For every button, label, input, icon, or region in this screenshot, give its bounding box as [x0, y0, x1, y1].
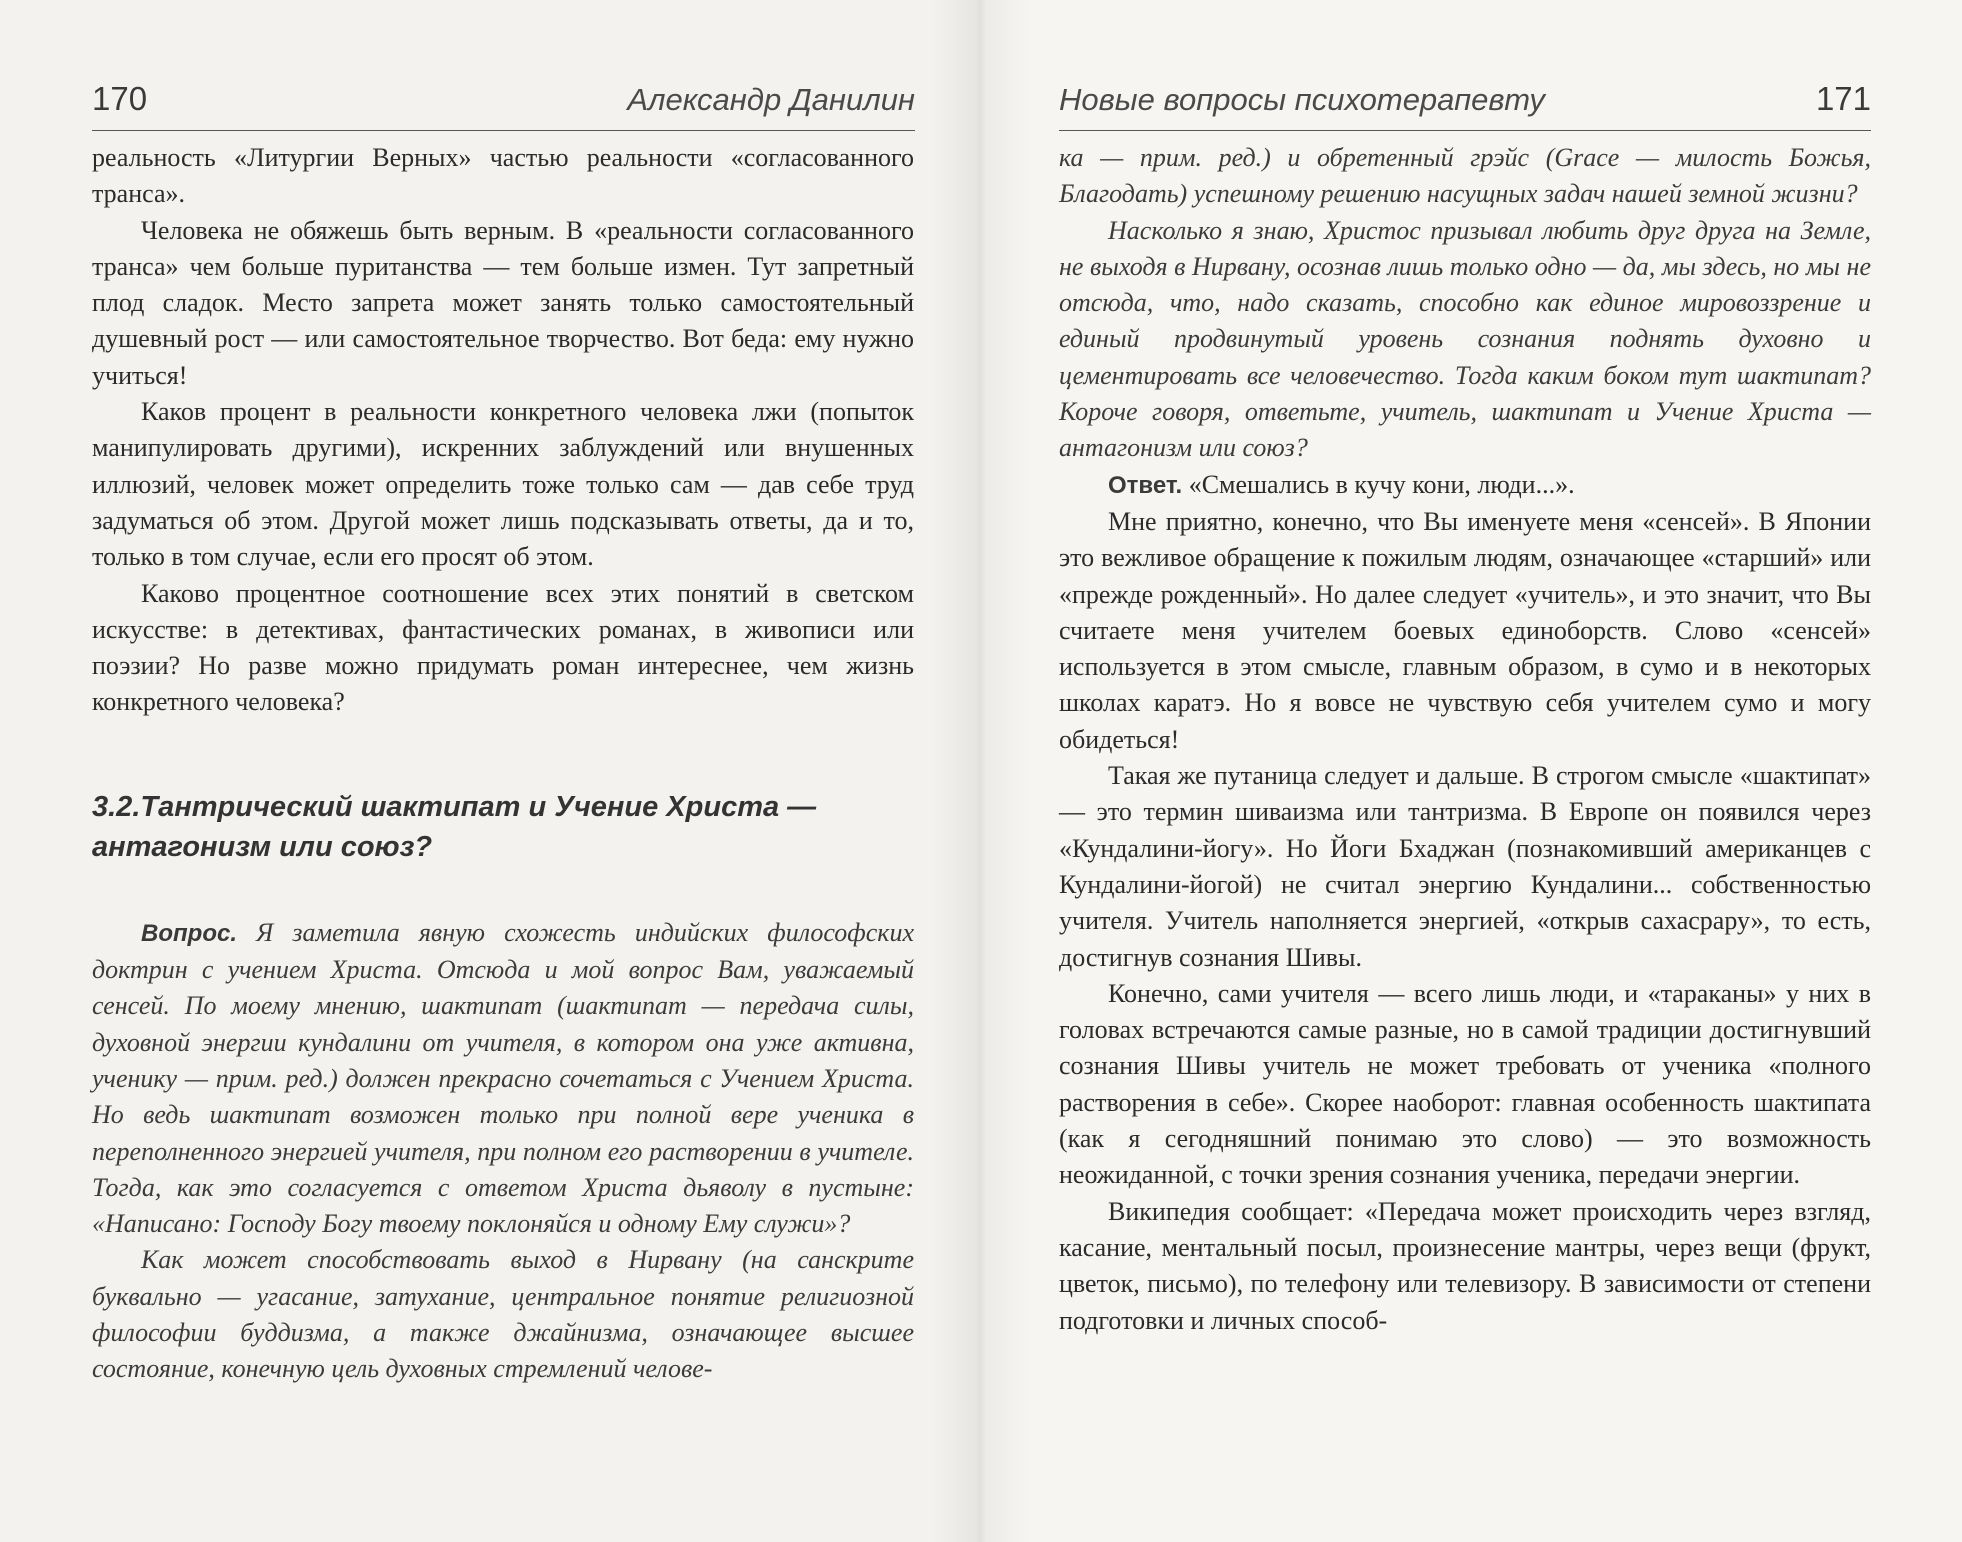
page-number: 170 — [92, 80, 148, 117]
paragraph: Каков процент в реальности конкретного человека лжи (попыток манипулировать другими), искренних заблуждений или внушенных иллюзий, человек может определить тоже только сам — дав себе труд задуматься об этом. Другой может лишь подсказывать ответы, да и то, только в том случае, если его просят об этом. — [92, 397, 914, 572]
answer-paragraph — [1059, 467, 1871, 504]
left-page-body — [92, 140, 914, 1388]
question-text: Я заметила явную схожесть индийских философских доктрин с учением Христа. Отсюда и мой вопрос Вам, уважаемый сенсей. По моему мнению, шактипат (шактипат — передача силы, духовной энергии кундалини от учителя, в котором она уже активна, ученику — прим. ред.) должен прекрасно сочетаться с Учением Христа. Но ведь шактипат возможен только при полной вере ученика в переполненного энергией учителя, при полном его растворении в учителе. Тогда, как это согласуется с ответом Христа дьяволу в пустыне: «Написано: Господу Богу твоему поклоняйся и одному Ему служи»? — [92, 917, 915, 1239]
question-continuation: ка — прим. ред.) и обретенный грэйс (Grace — милость Божья, Благодать) успешному решению насущных задач нашей земной жизни? — [1059, 143, 1871, 209]
paragraph: Мне приятно, конечно, что Вы именуете меня «сенсей». В Японии это вежливое обращение к пожилым людям, означающее «старший» или «прежде рожденный». Но далее следует «учитель», и это значит, что Вы считаете меня учителем боевых единоборств. Слово «сенсей» используется в этом смысле, главным образом, в сумо и в некоторых школах каратэ. Но я вовсе не чувствую себя учителем сумо и могу обидеться! — [1059, 506, 1871, 754]
right-page-header — [1059, 78, 1871, 131]
answer-label: Ответ. — [1108, 471, 1183, 499]
paragraph: Википедия сообщает: «Передача может происходить через взгляд, касание, ментальный посыл, произнесение мантры, через вещи (фрукт, цветок, письмо), по телефону или телевизору. В зависимости от степени подготовки и личных способ- — [1059, 1196, 1871, 1335]
question-paragraph — [92, 915, 914, 1243]
left-page-header — [92, 78, 915, 131]
paragraph: реальность «Литургии Верных» частью реальности «согласованного транса». — [92, 143, 914, 209]
section-heading: 3.2.Тантрический шактипат и Учение Христа — антагонизм или союз? — [92, 790, 817, 863]
book-gutter — [930, 0, 1032, 1542]
page-number: 171 — [1815, 80, 1871, 117]
question-paragraph: Как может способствовать выход в Нирвану (на санскрите буквально — угасание, затухание, центральное понятие религиозной философии буддизма, а также джайнизма, означающее высшее состояние, конечную цель духовных стремлений челове- — [92, 1245, 914, 1384]
question-paragraph: Насколько я знаю, Христос призывал любить друг друга на Земле, не выходя в Нирвану, осознав лишь только одно — да, мы здесь, но мы не отсюда, что, надо сказать, способно как единое мировоззрение и единый продвинутый уровень сознания поднять духовно и цементировать все человечество. Тогда каким боком тут шактипат? Короче говоря, ответьте, учитель, шактипат и Учение Христа — антагонизм или союз? — [1059, 215, 1871, 463]
paragraph: Человека не обяжешь быть верным. В «реальности согласованного транса» чем больше пуританства — тем больше измен. Тут запретный плод сладок. Место запрета может занять только самостоятельный душевный рост — или самостоятельное творчество. Вот беда: ему нужно учиться! — [92, 215, 914, 390]
running-head-author: Александр Данилин — [627, 82, 915, 117]
running-head-title: Новые вопросы психотерапевту — [1059, 82, 1545, 117]
paragraph: Каково процентное соотношение всех этих понятий в светском искусстве: в детективах, фантастических романах, в живописи или поэзии? Но разве можно придумать роман интереснее, чем жизнь конкретного человека? — [92, 578, 914, 717]
paragraph: Такая же путаница следует и дальше. В строгом смысле «шактипат» — это термин шиваизма или тантризма. В Европе он появился через «Кундалини-йогу». Но Йоги Бхаджан (познакомивший американцев с Кундалини-йогой) не считал энергию Кундалини... собственностью учителя. Учитель наполняется энергией, «открыв сахасрару», то есть, достигнув сознания Шивы. — [1059, 761, 1871, 972]
right-page — [981, 0, 1962, 1542]
right-page-body — [1059, 140, 1871, 1339]
answer-text: «Смешались в кучу кони, люди...». — [1188, 469, 1575, 499]
paragraph: Конечно, сами учителя — всего лишь люди, и «тараканы» у них в головах встречаются самые разные, но в самой традиции достигнувший сознания Шивы учитель не может требовать от ученика «полного растворения в себе». Скорее наоборот: главная особенность шактипата (как я сегодняшний понимаю это слово) — это возможность неожиданной, с точки зрения сознания ученика, передачи энергии. — [1059, 978, 1871, 1190]
question-label: Вопрос. — [141, 919, 237, 947]
